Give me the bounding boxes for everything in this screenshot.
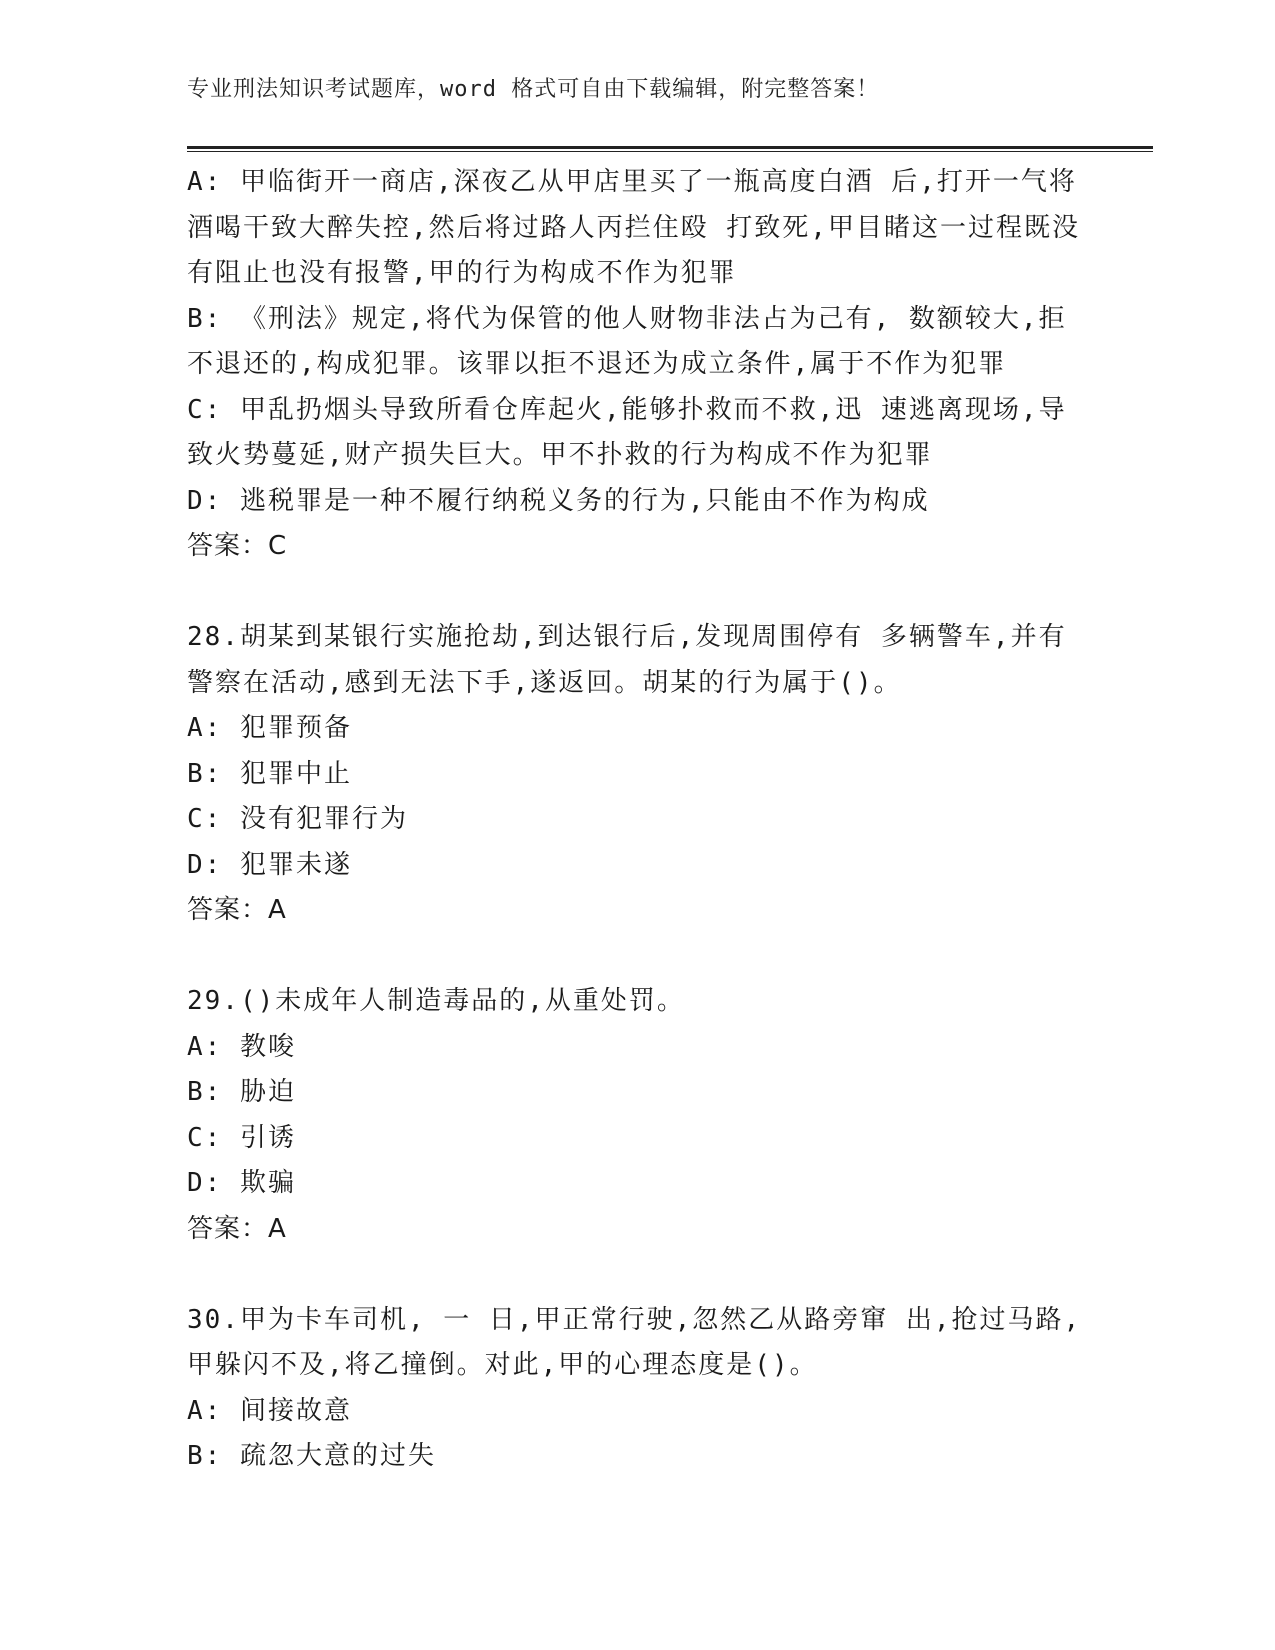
header-divider-thick	[187, 146, 1153, 149]
q30-question: 30.甲为卡车司机, 一 日,甲正常行驶,忽然乙从路旁窜 出,抢过马路,甲躲闪不及,将乙撞倒。对此,甲的心理态度是()。	[187, 1304, 1082, 1380]
q30-option-b: B: 疏忽大意的过失	[187, 1441, 436, 1471]
q28-option-c: C: 没有犯罪行为	[187, 804, 408, 834]
q27-option-d: D: 逃税罪是一种不履行纳税义务的行为,只能由不作为构成	[187, 485, 930, 516]
page-header: 专业刑法知识考试题库，word 格式可自由下载编辑，附完整答案！	[187, 77, 880, 102]
spacer	[187, 570, 1087, 616]
q30-option-a: A: 间接故意	[187, 1395, 352, 1426]
q28-option-d: D: 犯罪未遂	[187, 849, 352, 880]
q28-answer: 答案：A	[187, 895, 287, 925]
q27-answer: 答案：C	[187, 531, 288, 561]
q28-option-b: B: 犯罪中止	[187, 758, 352, 789]
q29-option-b: B: 胁迫	[187, 1077, 296, 1107]
q27-option-a: A: 甲临街开一商店,深夜乙从甲店里买了一瓶高度白酒 后,打开一气将酒喝干致大醉失控,然后将过路人丙拦住殴 打致死,甲目睹这一过程既没有阻止也没有报警,甲的行为构成不作为犯罪	[187, 167, 1080, 288]
q29-option-c: C: 引诱	[187, 1122, 296, 1153]
q27-option-c: C: 甲乱扔烟头导致所看仓库起火,能够扑救而不救,迅 速逃离现场,导致火势蔓延,财产损失巨大。甲不扑救的行为构成不作为犯罪	[187, 394, 1067, 470]
spacer	[187, 1252, 1087, 1298]
q28-option-a: A: 犯罪预备	[187, 713, 352, 743]
q29-option-a: A: 教唆	[187, 1031, 296, 1062]
question-content	[187, 160, 1087, 1480]
q29-option-d: D: 欺骗	[187, 1168, 296, 1198]
spacer	[187, 934, 1087, 980]
q28-question: 28.胡某到某银行实施抢劫,到达银行后,发现周围停有 多辆警车,并有警察在活动,感到无法下手,遂返回。胡某的行为属于()。	[187, 622, 1067, 698]
q29-answer: 答案：A	[187, 1213, 287, 1244]
q29-question: 29.()未成年人制造毒品的,从重处罚。	[187, 986, 685, 1016]
q27-option-b: B: 《刑法》规定,将代为保管的他人财物非法占为己有, 数额较大,拒不退还的,构成犯罪。该罪以拒不退还为成立条件,属于不作为犯罪	[187, 303, 1067, 379]
header-divider-thin	[187, 151, 1153, 152]
header-divider	[187, 146, 1153, 153]
